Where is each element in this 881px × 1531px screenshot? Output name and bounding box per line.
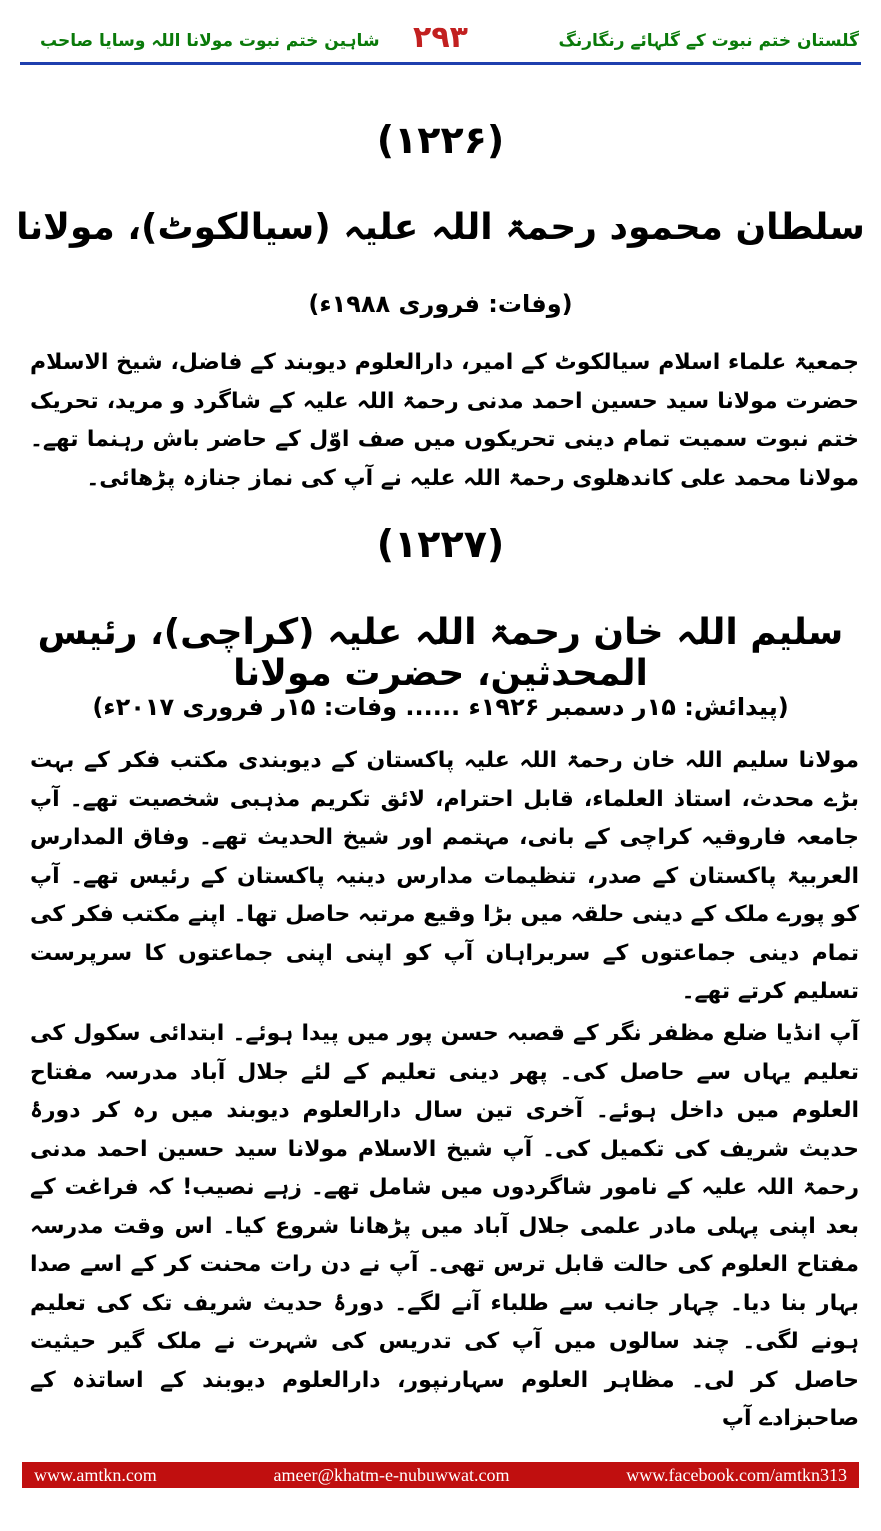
page-number: ۲۹۳ <box>413 20 468 55</box>
entry-title: سلیم اللہ خان رحمۃ اللہ علیہ (کراچی)، رئیس المحدثین، حضرت مولانا <box>37 612 844 694</box>
page-footer <box>22 1462 859 1488</box>
entry-number: (۱۲۲۷) <box>376 522 505 566</box>
entry-paragraph: جمعیۃ علماء اسلام سیالکوٹ کے امیر، دارالعلوم دیوبند کے فاضل، شیخ الاسلام حضرت مولانا سید حسین احمد مدنی رحمۃ اللہ علیہ کے شاگرد و مرید، تحریک ختم نبوت سمیت تمام دینی تحریکوں میں صف اوّل کے حاضر باش رہنما تھے۔ مولانا محمد علی کاندھلوی رحمۃ اللہ علیہ نے آپ کی نماز جنازہ پڑھائی۔ <box>30 350 859 491</box>
entry-dates: (وفات: فروری ۱۹۸۸ء) <box>308 290 573 318</box>
page-header <box>10 14 871 62</box>
footer-email-link[interactable]: ameer@khatm-e-nubuwwat.com <box>273 1464 510 1485</box>
header-rule <box>20 62 861 65</box>
entry-title: سلطان محمود رحمۃ اللہ علیہ (سیالکوٹ)، مولانا <box>16 207 865 248</box>
book-title: گلستان ختم نبوت کے گلہائے رنگارنگ <box>558 31 859 51</box>
footer-website-link[interactable]: www.amtkn.com <box>34 1464 157 1485</box>
author-name: شاہین ختم نبوت مولانا اللہ وسایا صاحب <box>40 31 380 51</box>
entry-paragraph: آپ انڈیا ضلع مظفر نگر کے قصبہ حسن پور میں پیدا ہوئے۔ ابتدائی سکول کی تعلیم یہاں سے حاصل کی۔ پھر دینی تعلیم کے لئے جلال آباد مدرسہ مفتاح العلوم میں داخل ہوئے۔ آخری تین سال دارالعلوم دیوبند میں رہ کر دورۂ حدیث شریف کی تکمیل کی۔ آپ شیخ الاسلام مولانا سید حسین احمد مدنی رحمۃ اللہ علیہ کے نامور شاگردوں میں شامل تھے۔ زہے نصیب! کہ فراغت کے بعد اپنی پہلی مادر علمی جلال آباد میں پڑھانا شروع کیا۔ اس وقت مدرسہ مفتاح العلوم کی حالت قابل ترس تھی۔ آپ نے دن رات محنت کر کے اسے صدا بہار بنا دیا۔ چہار جانب سے طلباء آنے لگے۔ دورۂ حدیث شریف تک کی تعلیم ہونے لگی۔ چند سالوں میں آپ کی تدریس کی شہرت نے ملک گیر حیثیت حاصل کر لی۔ مظاہر العلوم سہارنپور، دارالعلوم دیوبند کے اساتذہ کے صاحبزادے آپ <box>30 1021 859 1431</box>
entry-dates: (پیدائش: ۱۵ر دسمبر ۱۹۲۶ء ...... وفات: ۱۵ر فروری ۲۰۱۷ء) <box>92 693 789 721</box>
footer-facebook-link[interactable]: www.facebook.com/amtkn313 <box>626 1464 847 1485</box>
entry-number: (۱۲۲۶) <box>376 118 505 162</box>
entry-paragraph: مولانا سلیم اللہ خان رحمۃ اللہ علیہ پاکستان کے دیوبندی مکتب فکر کے بہت بڑے محدث، استاذ العلماء، قابل احترام، لائق تکریم مذہبی شخصیت تھے۔ آپ جامعہ فاروقیہ کراچی کے بانی، مہتمم اور شیخ الحدیث تھے۔ وفاق المدارس العربیۃ پاکستان کے صدر، تنظیمات مدارس دینیہ پاکستان کے رئیس تھے۔ آپ کو پورے ملک کے دینی حلقہ میں بڑا وقیع مرتبہ حاصل تھا۔ اپنے مکتب فکر کی تمام دینی جماعتوں کے سربراہان آپ کو اپنی اپنی جماعتوں کا سرپرست تسلیم کرتے تھے۔ <box>30 748 859 1004</box>
